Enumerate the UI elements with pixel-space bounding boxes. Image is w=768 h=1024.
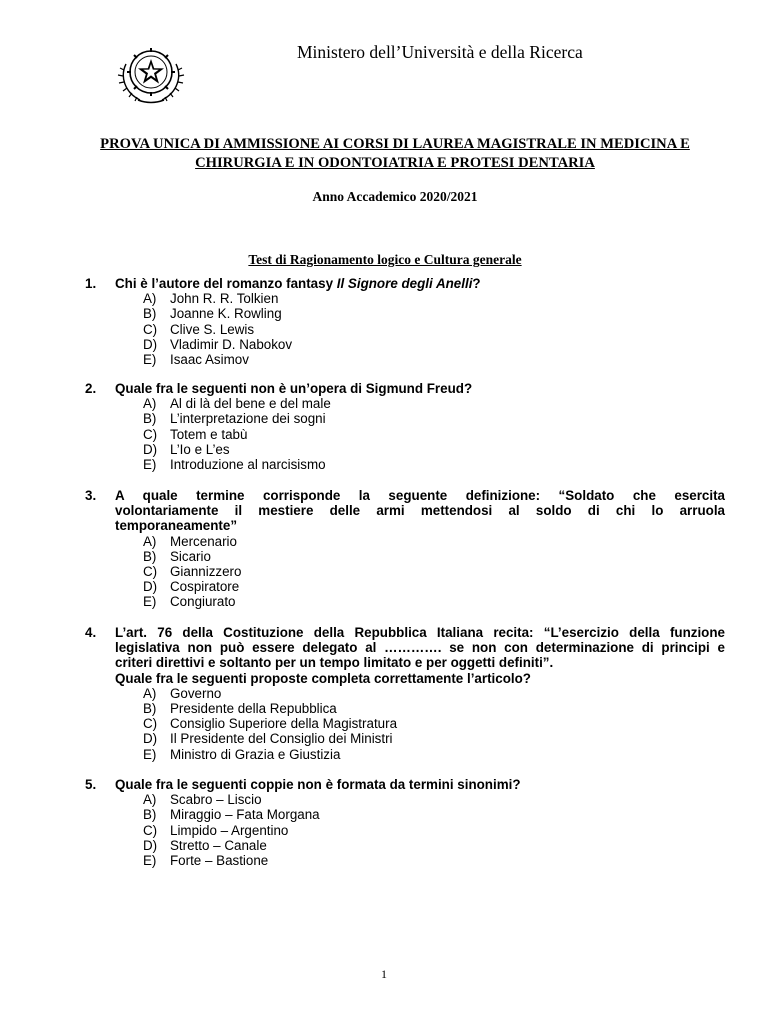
option-letter: C) [143, 321, 158, 337]
question-4-text [85, 625, 725, 686]
answer-option-c [85, 427, 725, 442]
page-number: 1 [381, 967, 387, 981]
answer-option-c [85, 716, 725, 731]
question-1 [85, 276, 725, 367]
answer-option-b [85, 306, 725, 321]
academic-year: Anno Accademico 2020/2021 [312, 189, 478, 204]
question-2 [85, 381, 725, 472]
question-text-line-3: criteri direttivi e soltanto per un tempo limitato e per oggetti definiti”. [115, 655, 554, 671]
question-number: 1. [85, 276, 97, 291]
question-text-line-3: temporaneamente” [115, 518, 238, 534]
option-text: Scabro – Liscio [170, 792, 262, 808]
option-letter: D) [143, 336, 158, 352]
option-text: Vladimir D. Nabokov [170, 336, 293, 352]
option-text: Introduzione al narcisismo [170, 457, 326, 473]
test-subject: Test di Ragionamento logico e Cultura generale [248, 252, 522, 267]
question-5-text [85, 777, 725, 792]
question-4 [85, 625, 725, 762]
option-text: Miraggio – Fata Morgana [170, 807, 320, 823]
option-text: Consiglio Superiore della Magistratura [170, 716, 398, 732]
option-text: John R. R. Tolkien [170, 291, 279, 307]
answer-option-d [85, 337, 725, 352]
question-number: 5. [85, 777, 97, 792]
option-letter: E) [143, 352, 157, 368]
question-text-line-2: volontariamente il mestiere delle armi mettendosi al soldo di chi lo arruola [115, 503, 725, 519]
question-text-line-4: Quale fra le seguenti proposte completa correttamente l’articolo? [115, 670, 531, 686]
question-number: 2. [85, 381, 97, 396]
answer-option-c [85, 322, 725, 337]
answer-option-b [85, 701, 725, 716]
option-letter: D) [143, 731, 158, 747]
option-letter: D) [143, 837, 158, 853]
answer-options [85, 396, 725, 472]
answer-option-c [85, 564, 725, 579]
option-letter: D) [143, 441, 158, 457]
answer-options [85, 686, 725, 762]
question-3-text [85, 488, 725, 534]
option-letter: A) [143, 792, 157, 808]
answer-option-a [85, 291, 725, 306]
question-text-italic: Il Signore degli Anelli [336, 276, 473, 291]
answer-option-a [85, 396, 725, 411]
option-text: L’Io e L’es [170, 441, 230, 457]
question-text: Chi è l’autore del romanzo fantasy [115, 276, 337, 291]
question-2-text [85, 381, 725, 396]
option-text: Ministro di Grazia e Giustizia [170, 746, 341, 762]
answer-option-a [85, 534, 725, 549]
question-3 [85, 488, 725, 610]
option-letter: A) [143, 685, 157, 701]
option-letter: B) [143, 548, 157, 564]
option-text: Mercenario [170, 533, 237, 549]
option-text: Forte – Bastione [170, 853, 269, 869]
answer-option-d [85, 442, 725, 457]
answer-option-e [85, 457, 725, 472]
answer-option-e [85, 747, 725, 762]
option-letter: C) [143, 822, 158, 838]
option-text: Giannizzero [170, 564, 242, 580]
option-letter: E) [143, 853, 157, 869]
question-text-line-2: legislativa non può essere delegato al …………. se non con determinazione di principi e [115, 640, 725, 656]
option-letter: E) [143, 746, 157, 762]
option-text: Il Presidente del Consiglio dei Ministri [170, 731, 393, 747]
option-text: Governo [170, 685, 222, 701]
option-letter: B) [143, 306, 157, 322]
option-letter: A) [143, 396, 157, 412]
question-text: Quale fra le seguenti non è un’opera di Sigmund Freud? [115, 381, 473, 396]
option-text: Al di là del bene e del male [170, 396, 331, 412]
answer-option-e [85, 853, 725, 868]
option-letter: E) [143, 457, 157, 473]
answer-options [85, 792, 725, 868]
question-text-end: ? [472, 276, 481, 291]
answer-option-e [85, 352, 725, 367]
answer-options [85, 534, 725, 610]
question-1-text [85, 276, 725, 291]
option-text: Cospiratore [170, 579, 240, 595]
option-letter: B) [143, 411, 157, 427]
option-letter: C) [143, 564, 158, 580]
option-text: Presidente della Repubblica [170, 701, 337, 717]
option-text: Clive S. Lewis [170, 321, 255, 337]
option-text: Joanne K. Rowling [170, 306, 282, 322]
option-text: Limpido – Argentino [170, 822, 289, 838]
option-letter: C) [143, 426, 158, 442]
option-text: Isaac Asimov [170, 352, 249, 368]
option-letter: D) [143, 579, 158, 595]
option-letter: B) [143, 807, 157, 823]
answer-option-d [85, 579, 725, 594]
option-letter: A) [143, 291, 157, 307]
option-letter: C) [143, 716, 158, 732]
question-number: 4. [85, 625, 97, 640]
question-text-line-1: A quale termine corrisponde la seguente definizione: “Soldato che esercita [115, 488, 725, 503]
answer-option-b [85, 549, 725, 564]
exam-title-line-2: CHIRURGIA E IN ODONTOIATRIA E PROTESI DENTARIA [195, 155, 595, 171]
italian-republic-emblem-icon [116, 42, 186, 106]
exam-title-line-1: PROVA UNICA DI AMMISSIONE AI CORSI DI LAUREA MAGISTRALE IN MEDICINA E [100, 136, 690, 152]
answer-options [85, 291, 725, 367]
question-text: Quale fra le seguenti coppie non è formata da termini sinonimi? [115, 777, 521, 792]
answer-option-a [85, 792, 725, 807]
answer-option-a [85, 686, 725, 701]
option-text: Stretto – Canale [170, 837, 267, 853]
ministry-name: Ministero dell’Università e della Ricerca [297, 42, 583, 62]
option-letter: A) [143, 533, 157, 549]
option-text: L’interpretazione dei sogni [170, 411, 326, 427]
option-text: Sicario [170, 548, 211, 564]
answer-option-d [85, 838, 725, 853]
question-number: 3. [85, 488, 97, 503]
option-text: Congiurato [170, 594, 236, 610]
answer-option-e [85, 594, 725, 609]
option-text: Totem e tabù [170, 426, 248, 442]
question-5 [85, 777, 725, 868]
option-letter: B) [143, 701, 157, 717]
question-text-line-1: L’art. 76 della Costituzione della Repubblica Italiana recita: “L’esercizio della funzione [115, 625, 725, 640]
answer-option-d [85, 731, 725, 746]
answer-option-b [85, 807, 725, 822]
option-letter: E) [143, 594, 157, 610]
answer-option-c [85, 823, 725, 838]
answer-option-b [85, 411, 725, 426]
